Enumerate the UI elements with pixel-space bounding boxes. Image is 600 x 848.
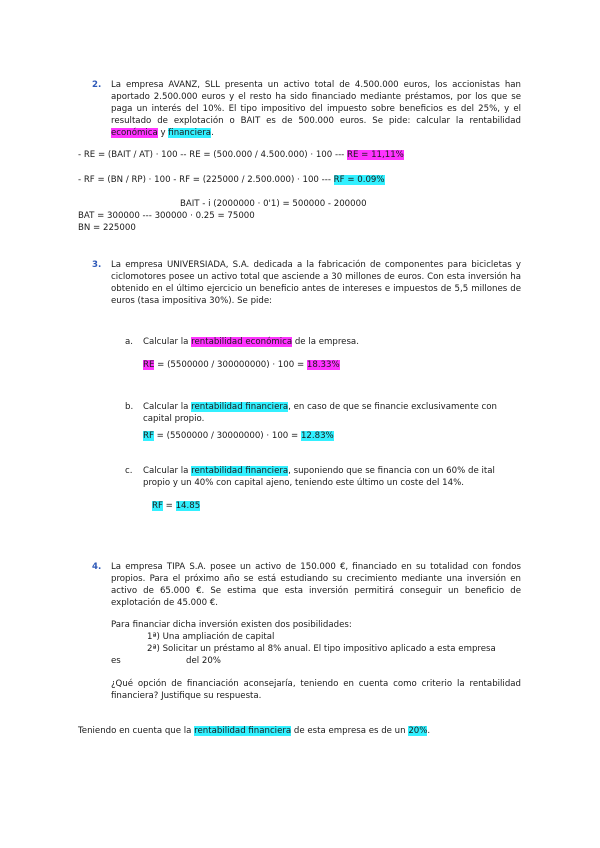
option-1: 1ª) Una ampliación de capital	[147, 632, 275, 642]
item-c-answer-formula: =	[162, 501, 176, 511]
item-a-text	[143, 336, 513, 348]
final-highlight-percent: 20%	[408, 726, 428, 736]
question-4-question: ¿Qué opción de financiación aconsejaría, teniendo en cuenta como criterio la rentabilidad financiera? Justifique su respuesta.	[111, 679, 521, 701]
bait-line: BAIT - i (2000000 · 0'1) = 500000 - 200000	[180, 199, 367, 209]
item-a-answer	[143, 359, 340, 371]
item-a-highlight: rentabilidad económica	[191, 337, 293, 347]
period: .	[211, 128, 214, 138]
item-b-label: b.	[125, 402, 134, 412]
item-a-pre: Calcular la	[143, 337, 192, 347]
item-c-text	[143, 465, 521, 489]
item-c-highlight: rentabilidad financiera	[191, 466, 289, 476]
item-c-label: c.	[125, 466, 133, 476]
re-result: RE = 11,11%	[347, 150, 404, 160]
item-b-answer	[143, 430, 334, 442]
item-c-pre: Calcular la	[143, 466, 192, 476]
bat-line: BAT = 300000 --- 300000 · 0.25 = 75000	[78, 211, 255, 221]
re-formula: - RE = (BAIT / AT) · 100 -- RE = (500.000 / 4.500.000) · 100 ---	[78, 150, 348, 160]
question-4-text: La empresa TIPA S.A. posee un activo de 150.000 €, financiado en su totalidad con fondos propios. Para el próximo año se está estudiando su crecimiento mediante una inversión en activo de 65.000 €. Se estima que esta inversión permitirá conseguir un beneficio de explotación de 45.000 €.	[111, 562, 521, 608]
item-c-answer	[152, 500, 200, 512]
item-a-answer-label: RE	[143, 360, 155, 370]
item-b-post: , en caso de que se financie exclusivamente con capital propio.	[143, 402, 497, 424]
item-a-answer-result: 18.33%	[306, 360, 340, 370]
rf-formula: - RF = (BN / RP) · 100 - RF = (225000 / 2.500.000) · 100 ---	[78, 175, 334, 185]
final-highlight-financiera: rentabilidad financiera	[194, 726, 292, 736]
question-2-statement: La empresa AVANZ, SLL presenta un activo total de 4.500.000 euros, los accionistas han aportado 2.500.000 euros y el resto ha sido financiado mediante préstamos, por los que se paga un interés del 10%. El tipo impositivo del impuesto sobre beneficios es del 25%, y el resultado de explotación o BAIT es de 500.000 euros. Se pide: calcular la rentabilidad	[111, 80, 521, 126]
item-b-pre: Calcular la	[143, 402, 192, 412]
conjunction: y	[157, 128, 169, 138]
item-a-post: de la empresa.	[292, 337, 359, 347]
item-b-highlight: rentabilidad financiera	[191, 402, 289, 412]
question-2-number: 2.	[92, 80, 102, 90]
item-c-answer-result: 14.85	[175, 501, 201, 511]
question-4-number: 4.	[92, 562, 102, 572]
final-statement	[78, 725, 430, 737]
item-b-answer-formula: = (5500000 / 30000000) · 100 =	[153, 431, 301, 441]
highlight-financiera: financiera	[168, 128, 212, 138]
option-2-rate: del 20%	[186, 656, 221, 666]
item-b-answer-label: RF	[143, 431, 154, 441]
question-3-text: La empresa UNIVERSIADA, S.A. dedicada a la fabricación de componentes para bicicletas y ciclomotores posee un activo total que asciende a 30 millones de euros. Con esta inversión ha obtenido en el último ejercicio un beneficio antes de intereses e impuestos de 5,5 millones de euros (tasa impositiva 30%). Se pide:	[111, 260, 521, 306]
rf-calculation	[78, 174, 385, 186]
item-c-post: , suponiendo que se financia con un 60% de ital propio y un 40% con capital ajeno, teniendo este último un coste del 14%.	[143, 466, 495, 488]
item-c-answer-label: RF	[152, 501, 163, 511]
bn-line: BN = 225000	[78, 223, 136, 233]
options-intro: Para financiar dicha inversión existen dos posibilidades:	[111, 620, 352, 630]
final-pre: Teniendo en cuenta que la	[78, 726, 195, 736]
item-b-answer-result: 12.83%	[300, 431, 334, 441]
item-b-text	[143, 401, 521, 425]
item-a-answer-formula: = (5500000 / 300000000) · 100 =	[154, 360, 307, 370]
highlight-economica: económica	[111, 128, 158, 138]
question-3-number: 3.	[92, 260, 102, 270]
option-2: 2ª) Solicitar un préstamo al 8% anual. El tipo impositivo aplicado a esta empresa	[147, 644, 496, 654]
item-a-label: a.	[125, 337, 133, 347]
option-2-es: es	[111, 656, 121, 666]
final-post: .	[427, 726, 431, 736]
re-calculation	[78, 149, 404, 161]
rf-result: RF = 0.09%	[333, 175, 385, 185]
final-mid: de esta empresa es de un	[291, 726, 409, 736]
question-2-text	[111, 79, 521, 139]
